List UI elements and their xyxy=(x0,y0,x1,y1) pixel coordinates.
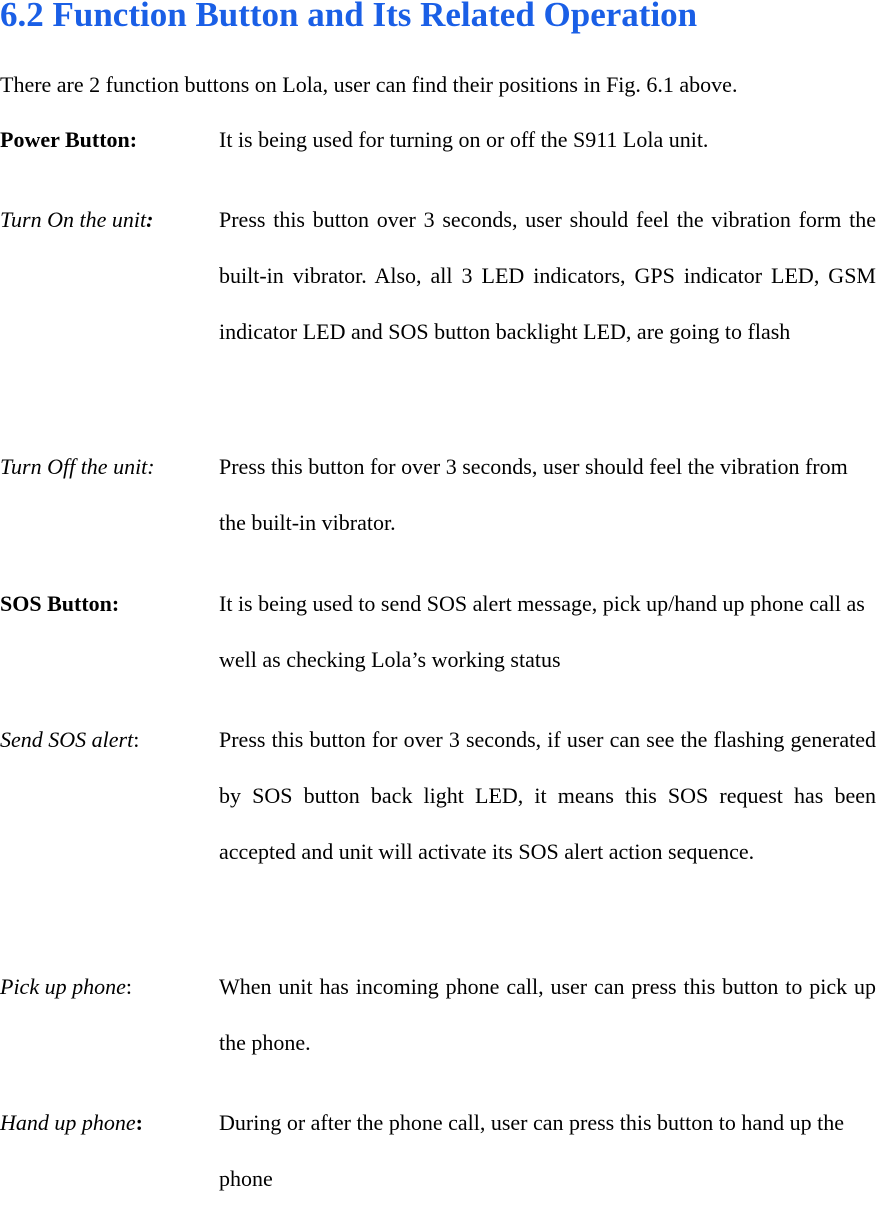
intro-paragraph: There are 2 function buttons on Lola, user can find their positions in Fig. 6.1 above. xyxy=(0,72,738,97)
turn-off-label: Turn Off the unit: xyxy=(0,454,155,479)
pick-up-phone-description: When unit has incoming phone call, user can press this button to pick up the phone. xyxy=(219,974,876,1055)
turn-on-description: Press this button over 3 seconds, user should feel the vibration form the built-in vibrator. Also, all 3 LED indicators, GPS indicator LED, GSM indicator LED and SOS button backlight LED, are going to flash xyxy=(219,207,876,344)
sos-button-label: SOS Button: xyxy=(0,591,120,616)
send-sos-alert-description: Press this button for over 3 seconds, if user can see the flashing generated by SOS button back light LED, it means this SOS request has been accepted and unit will activate its SOS alert action sequence. xyxy=(219,727,876,864)
power-button-label: Power Button: xyxy=(0,127,138,152)
pick-up-phone-label: Pick up phone: xyxy=(0,974,132,999)
hand-up-phone-label: Hand up phone: xyxy=(0,1110,143,1135)
sos-button-description: It is being used to send SOS alert message, pick up/hand up phone call as well as checking Lola’s working status xyxy=(219,591,865,672)
send-sos-alert-label: Send SOS alert: xyxy=(0,727,140,752)
turn-on-label: Turn On the unit: xyxy=(0,207,154,232)
power-button-description: It is being used for turning on or off the S911 Lola unit. xyxy=(219,127,709,152)
page-title: 6.2 Function Button and Its Related Operation xyxy=(0,0,698,34)
hand-up-phone-description: During or after the phone call, user can press this button to hand up the phone xyxy=(219,1110,845,1191)
turn-off-description: Press this button for over 3 seconds, user should feel the vibration from the built-in vibrator. xyxy=(219,454,848,535)
